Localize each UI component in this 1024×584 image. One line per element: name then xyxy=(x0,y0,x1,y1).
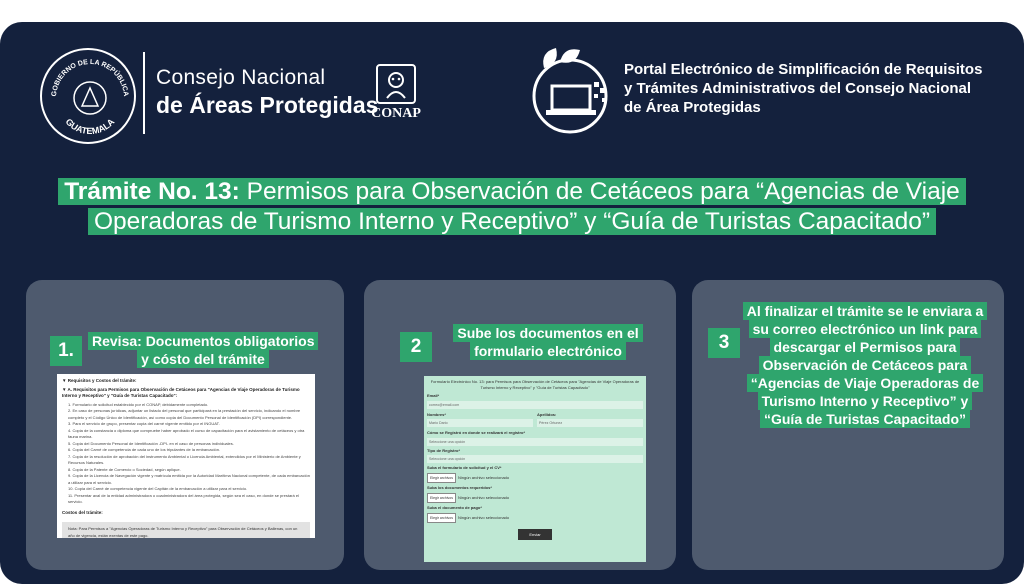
req-heading: ▼ A. Requisitos para Permisos para Observación de Cetáceos para "Agencias de Viaje Operadoras de Turismo Interno y Receptivo" y "Guía de Turistas Capacitado": xyxy=(62,386,300,398)
q1-label: Cómo se Registró en donde se realizará el registro* xyxy=(427,430,526,435)
step-card-2 xyxy=(364,280,676,570)
seal-lettering xyxy=(42,50,138,146)
names-field[interactable]: Mario Dario xyxy=(427,419,533,427)
req-item: 5. Copia del Documento Personal de Identificación -DPI- en el caso de personas individuales. xyxy=(68,440,234,446)
monkey-icon xyxy=(376,64,416,104)
cost-label: Costos del trámite: xyxy=(62,509,103,515)
procedure-title: Permisos para Observación de Cetáceos para “Agencias de Viaje Operadoras de Turismo Interno y Receptivo” y “Guía de Turistas Capacitado” xyxy=(93,178,960,235)
req-item: 7. Copia de la resolución de aprobación del instrumento Ambiental o Licencia Ambiental, extendidos por el Ministerio de Ambiente y Recursos Naturales. xyxy=(68,453,301,465)
conap-label: CONAP xyxy=(371,106,421,121)
header-divider xyxy=(143,52,145,134)
org-name-line1: Consejo Nacional xyxy=(156,66,326,89)
upload2-status: Ningún archivo seleccionado xyxy=(457,494,510,500)
submit-button[interactable]: Enviar xyxy=(518,529,552,540)
form-screenshot xyxy=(424,376,646,562)
upload2-label: Suba los documentos requeridos* xyxy=(427,485,492,490)
svg-text:GOBIERNO DE LA REPÚBLICA xyxy=(51,59,129,97)
q2-select[interactable]: Seleccione una opción xyxy=(427,455,643,463)
req-item: 10. Copia del Carné de competencia vigente del Capitán de la embarcación a utilizar para el servicio. xyxy=(68,486,248,491)
procedure-banner xyxy=(50,177,974,237)
upload1-status: Ningún archivo seleccionado xyxy=(457,474,510,480)
req-item: 4. Copia de la constancia o diploma que compruebe haber aprobado el curso de capacitación para el avistamiento de cetáceos y otra fauna marina. xyxy=(68,427,305,439)
step-number-1: 1. xyxy=(50,336,82,366)
req-item: 9. Copia de la Licencia de Navegación vigente y matrícula emitida por la Autoridad Marítima Nacional competente, de cada embarcación a utilizar para el servicio. xyxy=(68,473,310,485)
step-title-2: Sube los documentos en el formulario electrónico xyxy=(438,324,658,360)
req-item: 11. Presentar aval de la entidad administradora o coadministradora del área protegida, según sea el caso, en donde se prestará el servicio. xyxy=(68,492,299,504)
req-item: 8. Copia de la Patente de Comercio o Sociedad, según aplique. xyxy=(68,466,181,472)
names-label: Nombres* xyxy=(427,411,446,417)
email-label: Email* xyxy=(427,393,440,398)
req-item: 3. Para el servicio de grupo, presentar copia del carné vigente emitido por el INGUAT. xyxy=(68,421,220,426)
conap-logo xyxy=(370,64,422,126)
step-number-2: 2 xyxy=(400,332,432,362)
step-title-1: Revisa: Documentos obligatorios y cósto del trámite xyxy=(88,332,318,368)
form-header: Formulario Electrónico No. 13: para Permisos para Observación de Cetáceos para "Agencias de Viaje Operadoras de Turismo Interno y Receptivo" y "Guía de Turistas Capacitado" xyxy=(430,379,640,390)
req-item: 2. En caso de personas jurídicas, adjuntar un listado del personal que participará en la prestación del servicio, indicando el nombre completo y el Código Único de Identificación, así como copia del Documento Personal de Identificación (DPI) correspondiente. xyxy=(68,408,301,420)
svg-text:GUATEMALA xyxy=(64,116,117,136)
surnames-field[interactable]: Pérez Ortunez xyxy=(537,419,643,427)
req-item: 6. Copia del Carné de competencia de cada uno de los tripulantes de la embarcación. xyxy=(68,447,221,452)
step-card-3 xyxy=(692,280,1004,570)
step-title-3: Al finalizar el trámite se le enviara a su correo electrónico un link para descargar el Permisos para Observación de Cetáceos para “Agencias de Viaje Operadoras de Turismo Interno y Receptivo” y “Guía de Turistas Capacitado” xyxy=(740,302,990,428)
org-name-line2: de Áreas Protegidas xyxy=(156,92,379,118)
upload1-label: Suba el formulario de solicitud y el CV* xyxy=(427,465,502,470)
req-item: 1. Formulario de solicitud establecido por el CONAP, debidamente completado. xyxy=(68,401,209,407)
upload3-status: Ningún archivo seleccionado xyxy=(457,514,510,520)
q2-label: Tipo de Registro* xyxy=(427,447,461,453)
cost-note: Nota: Para Permisos a "Agencias Operadoras de Turismo Interno y Receptivo" para Observación de Cetáceos y Ballenas, con un año de vigencia, están exentas de este pago. xyxy=(62,522,310,538)
guatemala-seal-icon xyxy=(40,48,136,144)
upload3-button[interactable]: Elegir archivos xyxy=(427,513,456,524)
upload1-button[interactable]: Elegir archivos xyxy=(427,473,456,484)
req-section: ▼ Requisitos y Costos del trámite: xyxy=(62,378,137,383)
step-card-1 xyxy=(26,280,344,570)
procedure-number: Trámite No. 13: xyxy=(64,178,240,205)
email-field[interactable]: correo@email.com xyxy=(427,401,643,409)
main-frame xyxy=(0,22,1024,584)
seal-top-text: GOBIERNO DE LA REPÚBLICA xyxy=(50,58,130,97)
surnames-label: Apellidos: xyxy=(537,411,557,417)
step-number-3: 3 xyxy=(708,328,740,358)
q1-select[interactable]: Seleccione una opción xyxy=(427,438,643,446)
requirements-screenshot xyxy=(57,374,315,538)
portal-laptop-leaf-icon xyxy=(530,46,616,136)
upload2-button[interactable]: Elegir archivos xyxy=(427,493,456,504)
portal-title: Portal Electrónico de Simplificación de Requisitos y Trámites Administrativos del Consejo Nacional de Área Protegidas xyxy=(624,61,983,116)
seal-bottom-text: GUATEMALA xyxy=(63,116,117,137)
upload3-label: Suba el documento de pago* xyxy=(427,505,482,510)
